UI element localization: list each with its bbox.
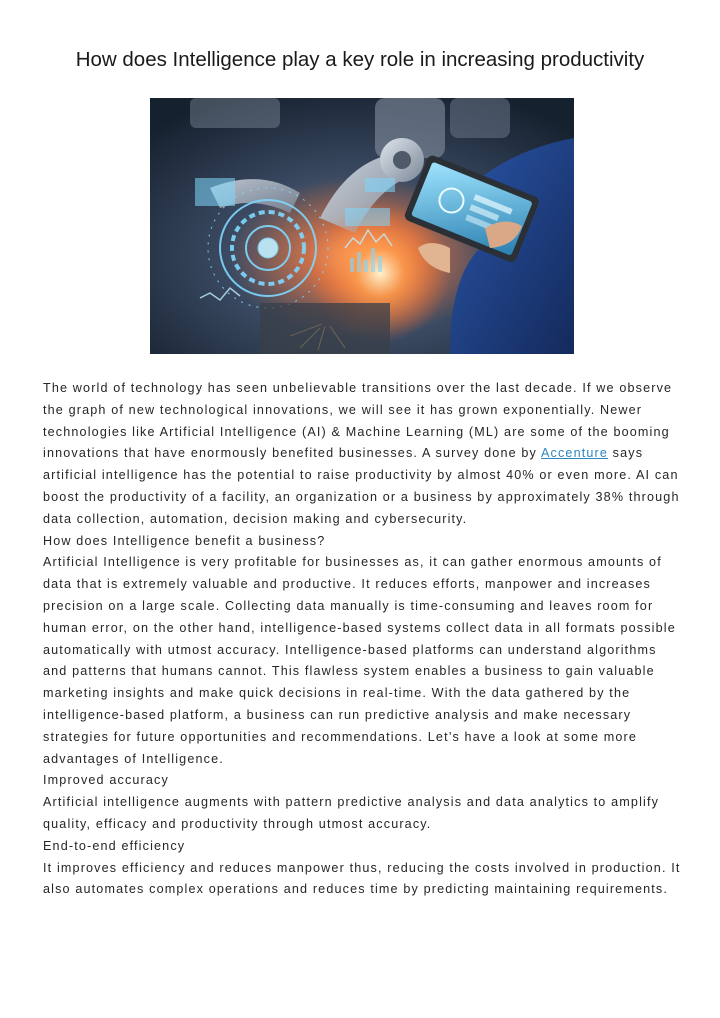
article-body [43, 378, 683, 901]
improved-accuracy-paragraph: Artificial intelligence augments with pattern predictive analysis and data analytics to amplify quality, efficacy and productivity through utmost accuracy. [43, 795, 660, 831]
efficiency-paragraph: It improves efficiency and reduces manpower thus, reducing the costs involved in production. It also automates complex operations and reduces time by predicting maintaining requirements. [43, 860, 681, 897]
intro-paragraph [43, 378, 683, 531]
robot-arm-hologram-illustration [150, 98, 574, 354]
section-heading-business-benefit: How does Intelligence benefit a business? [43, 533, 326, 548]
accenture-link[interactable]: Accenture [540, 446, 609, 461]
section-heading-efficiency: End-to-end efficiency [43, 838, 186, 853]
business-benefit-paragraph: Artificial Intelligence is very profitable for businesses as, it can gather enormous amounts of data that is extremely valuable and productive. It reduces efforts, manpower and increases precision on a large scale. Collecting data manually is time-consuming and leaves room for human error, on the other hand, intelligence-based systems collect data in all formats possible automatically with utmost accuracy. Intelligence-based platforms can understand algorithms and patterns that humans cannot. This flawless system enables a business to gain valuable marketing insights and make quick decisions in real-time. With the data gathered by the intelligence-based platform, a business can run predictive analysis and make necessary strategies for future opportunities and recommendations. Let’s have a look at some more advantages of Intelligence. [43, 555, 676, 766]
section-heading-improved-accuracy: Improved accuracy [43, 773, 169, 788]
hero-image [150, 98, 574, 354]
intro-text-after-link: says artificial intelligence has the potential to raise productivity by almost 40% or even more. AI can boost the productivity of a facility, an organization or a business by approximately 38% through data collection, automation, decision making and cybersecurity. [43, 446, 680, 526]
intro-text-before-link: The world of technology has seen unbelievable transitions over the last decade. If we observe the graph of new technological innovations, we will see it has grown exponentially. Newer technologies like Artificial Intelligence (AI) & Machine Learning (ML) are some of the booming innovations that have enormously benefited businesses. A survey done by [43, 381, 673, 461]
page-title: How does Intelligence play a key role in increasing productivity [75, 48, 645, 71]
